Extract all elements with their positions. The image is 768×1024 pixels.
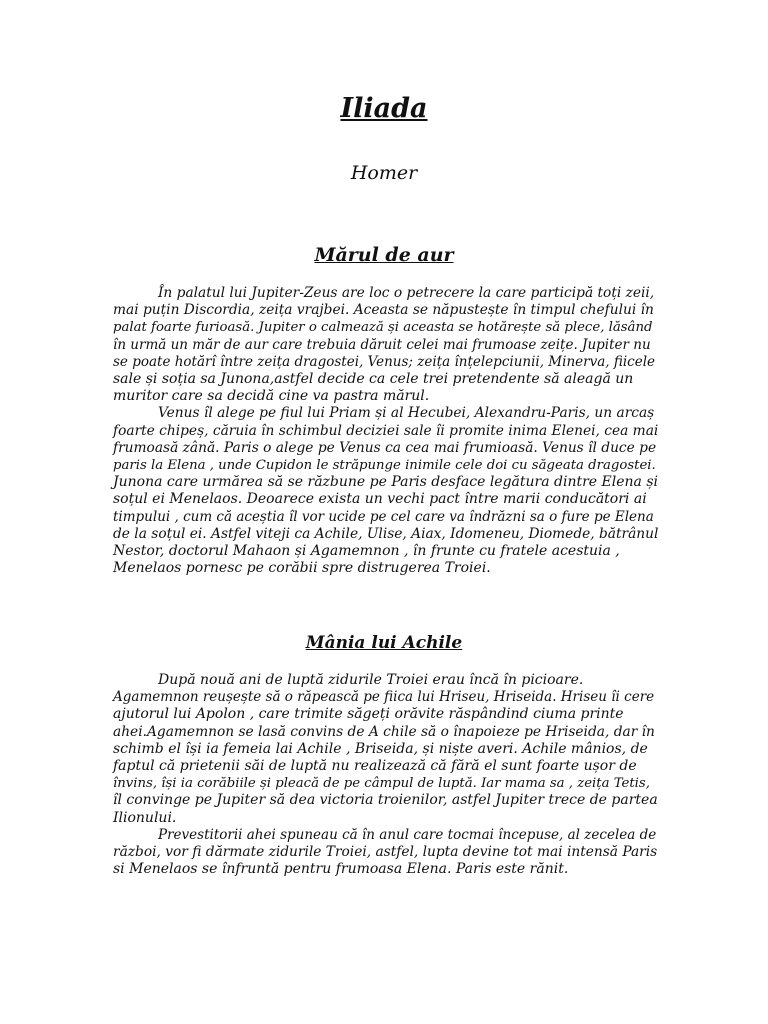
text-line: În palatul lui Jupiter-Zeus are loc o petrecere la care participă toți zeii, [158, 285, 655, 301]
text-line: război, vor fi dărmate zidurile Troiei, astfel, lupta devine tot mai intensă Paris [113, 844, 658, 861]
text-line: schimb el își ia femeia lai Achile , Briseida, și niște averi. Achile mânios, de [113, 740, 648, 757]
text-line: Junona care urmărea să se răzbune pe Paris desface legătura dintre Elena și [113, 474, 659, 491]
text-line: învins, își ia corăbiile și pleacă de pe câmpul de luptă. Iar mama sa , zeița Tetis, [113, 776, 650, 792]
text-line: de la soțul ei. Astfel viteji ca Achile, Ulise, Aiax, Idomeneu, Diomede, bătrânul [113, 525, 659, 542]
text-line: Prevestitorii ahei spuneau că în anul care tocmai începuse, al zecelea de [158, 826, 657, 843]
text-line: în urmă un măr de aur care trebuia dăruit celei mai frumoase zeițe. Jupiter nu [113, 336, 651, 353]
section-heading-marul-de-aur: Mărul de aur [314, 244, 454, 266]
text-line: mai puțin Discordia, zeița vrajbei. Aceasta se năpustește în timpul chefului în [113, 302, 654, 319]
text-line: îl convinge pe Jupiter să dea victoria troienilor, astfel Jupiter trece de partea [113, 792, 658, 809]
text-line: ajutorul lui Apolon , care trimite săgeți orăvite răspândind ciuma printe [113, 706, 624, 723]
text-line: soțul ei Menelaos. Deoarece exista un vechi pact între marii conducători ai [113, 491, 647, 508]
text-line: Menelaos pornesc pe corăbii spre distrugerea Troiei. [113, 560, 491, 577]
text-line: timpului , cum că aceștia îl vor ucide pe cel care va îndrăzni sa o fure pe Elena [113, 508, 654, 525]
text-line: Agamemnon reușește să o răpească pe fiica lui Hriseu, Hriseida. Hriseu îi cere [113, 689, 655, 706]
section-body-marul-de-aur [113, 285, 658, 577]
text-line: paris la Elena , unde Cupidon le străpunge inimile cele doi cu săgeata dragostei. [113, 458, 656, 474]
document-title: Iliada [340, 93, 428, 124]
text-line: sale și soția sa Junona,astfel decide ca cele trei pretendente să aleagă un [113, 371, 634, 388]
text-line: muritor care sa decidă cine va pastra mărul. [113, 388, 430, 405]
text-line: palat foarte furioasă. Jupiter o calmează și aceasta se hotărește să plece, lăsând [113, 320, 653, 336]
text-line: faptul că prietenii săi de luptă nu realizează că fără el sunt foarte ușor de [113, 758, 637, 775]
text-line: se poate hotărî între zeița dragostei, Venus; zeița înțelepciunii, Minerva, fiicele [113, 353, 656, 370]
text-line: Ilionului. [113, 809, 177, 826]
text-line: ahei.Agamemnon se lasă convins de A chile să o înapoieze pe Hriseida, dar în [113, 723, 655, 740]
document-author: Homer [350, 162, 418, 184]
text-line: Venus îl alege pe fiul lui Priam și al Hecubei, Alexandru-Paris, un arcaș [158, 405, 655, 422]
text-line: După nouă ani de luptă zidurile Troiei erau încă în picioare. [158, 672, 584, 688]
section-heading-mania-lui-achile: Mânia lui Achile [305, 633, 463, 653]
section-body-mania-lui-achile [113, 672, 658, 878]
text-line: frumoasă zână. Paris o alege pe Venus ca cea mai frumioasă. Venus îl duce pe [113, 439, 657, 456]
text-line: foarte chipeș, căruia în schimbul deciziei sale îi promite inima Elenei, cea mai [113, 422, 659, 439]
text-line: Nestor, doctorul Mahaon și Agamemnon , în frunte cu fratele acestuia , [113, 543, 620, 560]
text-line: si Menelaos se înfruntă pentru frumoasa Elena. Paris este rănit. [113, 861, 569, 878]
